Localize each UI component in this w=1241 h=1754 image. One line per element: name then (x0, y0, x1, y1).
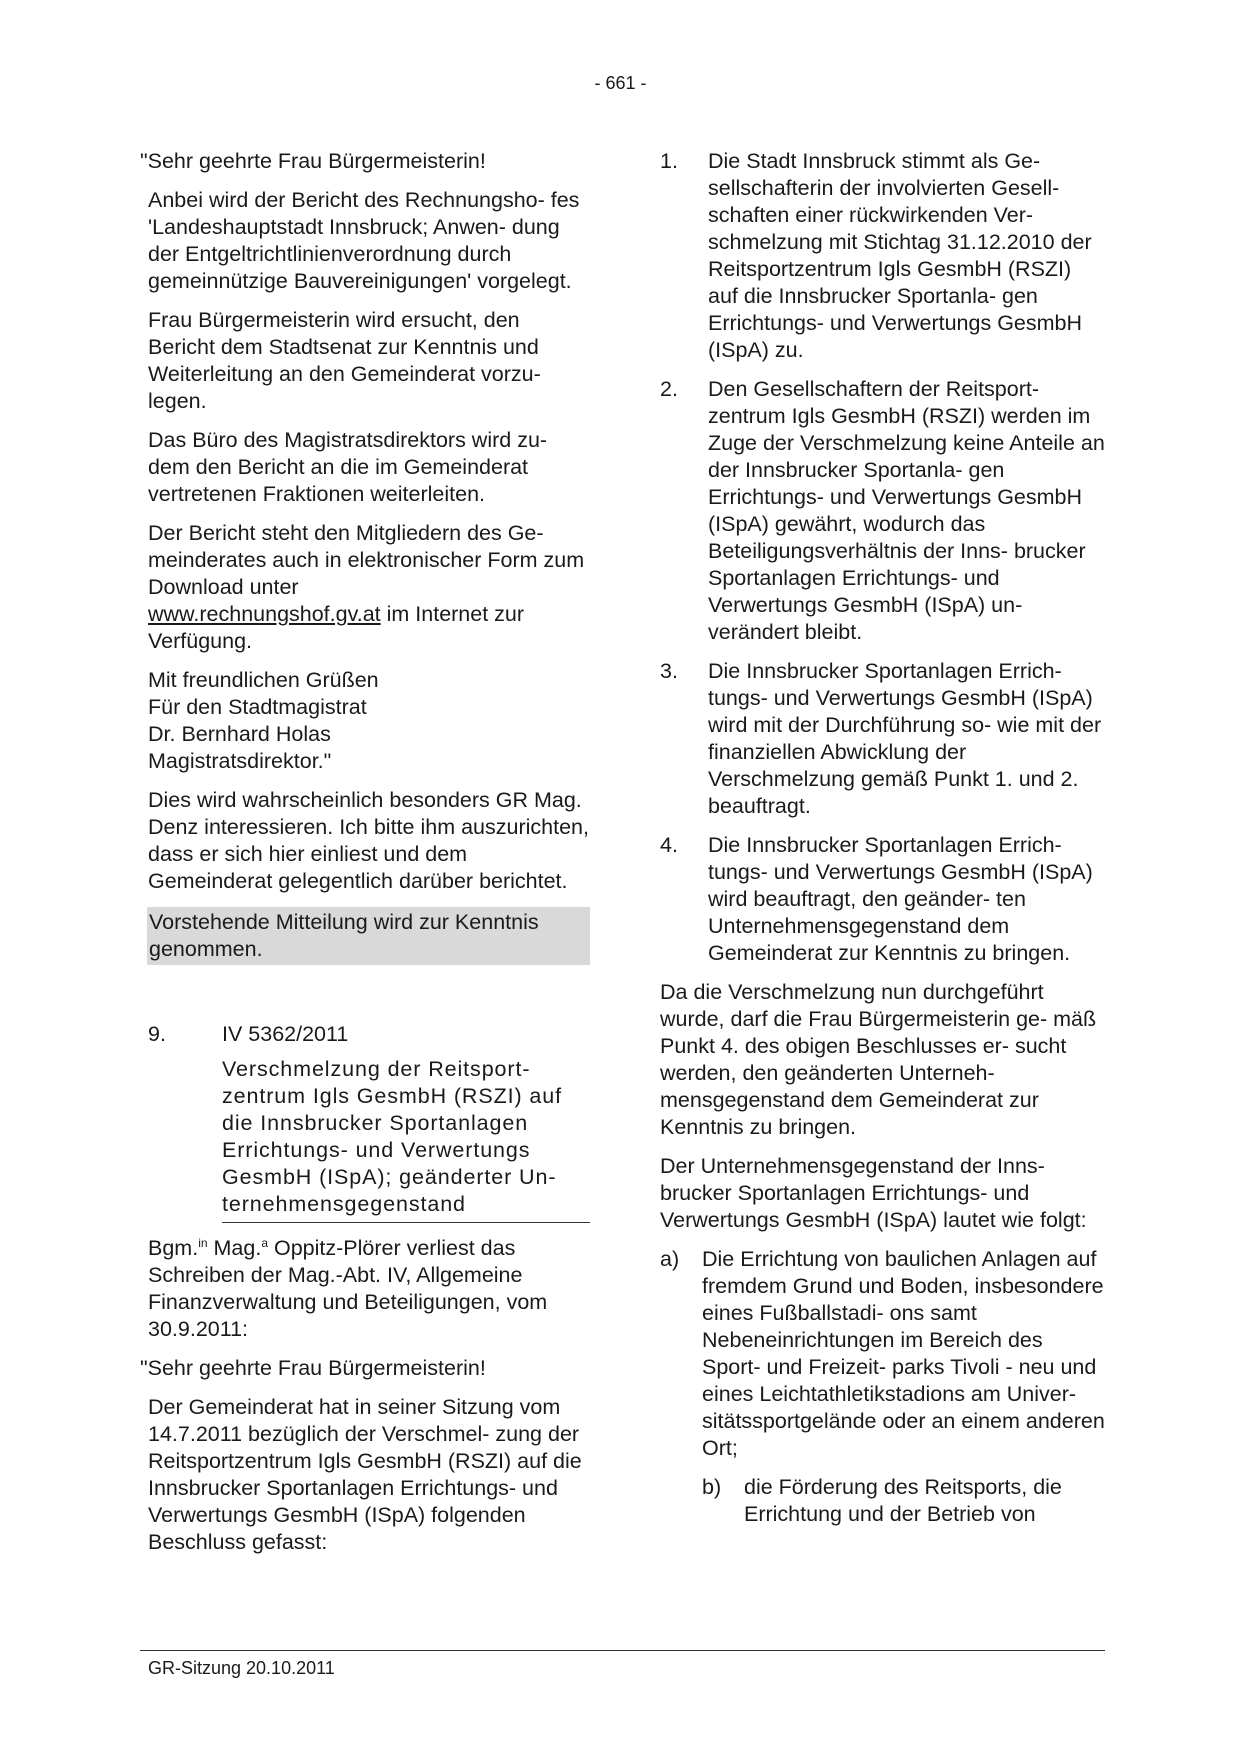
list-letter: a) (660, 1247, 680, 1271)
agenda-title (222, 1056, 590, 1223)
salutation: "Sehr geehrte Frau Bürgermeisterin! (140, 149, 486, 173)
superscript: a (261, 1235, 268, 1250)
list-text: Die Errichtung von baulichen Anlagen auf fremdem Grund und Boden, insbesondere eines Fußballstadi- ons samt Nebeneinrichtungen im Bereich des Sport- und Freizeit- parks Tivoli - neu und eines Leichtathletikstadions am Univer- sitätssportgelände oder an einem anderen Ort; (702, 1247, 1105, 1460)
list-item (660, 832, 1105, 967)
list-text: Die Stadt Innsbruck stimmt als Ge- sellschafterin der involvierten Gesell- schaften einer rückwirkenden Ver- schmelzung mit Stichtag 31.12.2010 der Reitsportzentrum Igls GesmbH (RSZI) auf die Innsbrucker Sportanla- gen Errichtungs- und Verwertungs GesmbH (ISpA) zu. (708, 149, 1092, 362)
agenda-title-line: die Innsbrucker Sportanlagen (222, 1111, 529, 1135)
purpose-list (660, 1246, 1105, 1528)
closing-line: Mit freundlichen Grüßen (148, 668, 379, 692)
list-number: 4. (660, 833, 678, 857)
page-number: - 661 - (594, 73, 647, 93)
decision-highlight: Vorstehende Mitteilung wird zur Kenntnis genommen. (147, 907, 590, 965)
list-text: Den Gesellschaftern der Reitsport- zentrum Igls GesmbH (RSZI) werden im Zuge der Verschmelzung keine Anteile an der Innsbrucker Sportanla- gen Errichtungs- und Verwertungs GesmbH (ISpA) gewährt, wodurch das Beteiligungsverhältnis der Inns- brucker Sportanlagen Errichtungs- und Verwertungs GesmbH (ISpA) un- verändert bleibt. (708, 377, 1105, 644)
list-item (660, 1246, 1105, 1462)
list-item (660, 148, 1105, 364)
paragraph: Der Unternehmensgegenstand der Inns- brucker Sportanlagen Errichtungs- und Verwertungs GesmbH (ISpA) lautet wie folgt: (660, 1154, 1087, 1232)
list-text: Die Innsbrucker Sportanlagen Errich- tungs- und Verwertungs GesmbH (ISpA) wird beauftragt, den geänder- ten Unternehmensgegenstand dem Gemeinderat zur Kenntnis zu bringen. (708, 833, 1093, 965)
superscript: in (198, 1235, 208, 1250)
list-item (660, 658, 1105, 820)
agenda-reference: IV 5362/2011 (222, 1022, 349, 1046)
closing-block (148, 667, 590, 775)
paragraph: Der Gemeinderat hat in seiner Sitzung vom 14.7.2011 bezüglich der Verschmel- zung der Reitsportzentrum Igls GesmbH (RSZI) auf die Innsbrucker Sportanlagen Errichtungs- und Verwertungs GesmbH (ISpA) folgenden Beschluss gefasst: (148, 1395, 582, 1554)
text: Bgm. (148, 1236, 199, 1260)
list-number: 3. (660, 659, 678, 683)
list-number: 2. (660, 377, 678, 401)
paragraph-text: im Internet zur Verfügung. (148, 602, 525, 653)
agenda-title-line: ternehmensgegenstand (222, 1192, 466, 1216)
closing-line: Dr. Bernhard Holas (148, 722, 331, 746)
agenda-number: 9. (148, 1022, 166, 1046)
agenda-title-line: Errichtungs- und Verwertungs (222, 1138, 531, 1162)
agenda-item (140, 1021, 590, 1223)
paragraph: Dies wird wahrscheinlich besonders GR Mag. Denz interessieren. Ich bitte ihm auszurichten, dass er sich hier einliest und dem Gemeinderat gelegentlich darüber berichtet. (148, 788, 589, 893)
text: Oppitz-Plörer verliest das Schreiben der Mag.-Abt. IV, Allgemeine Finanzverwaltung und Beteiligungen, vom 30.9.2011: (148, 1236, 548, 1341)
agenda-title-line: zentrum Igls GesmbH (RSZI) auf (222, 1084, 563, 1108)
salutation: "Sehr geehrte Frau Bürgermeisterin! (140, 1356, 486, 1380)
list-item (660, 376, 1105, 646)
list-text: die Förderung des Reitsports, die Errichtung und der Betrieb von (744, 1475, 1062, 1526)
paragraph-bgm (148, 1235, 590, 1343)
left-column (140, 148, 590, 1568)
paragraph-text: Der Bericht steht den Mitgliedern des Ge- meinderates auch in elektronischer Form zum Download unter (148, 521, 585, 599)
list-text: Die Innsbrucker Sportanlagen Errich- tungs- und Verwertungs GesmbH (ISpA) wird mit der Durchführung so- wie mit der finanziellen Abwicklung der Verschmelzung gemäß Punkt 1. und 2. beauftragt. (708, 659, 1102, 818)
paragraph-download (148, 520, 590, 655)
text: Mag. (207, 1236, 262, 1260)
agenda-title-line: Verschmelzung der Reitsport- (222, 1057, 531, 1081)
paragraph: Frau Bürgermeisterin wird ersucht, den Bericht dem Stadtsenat zur Kenntnis und Weiterleitung an den Gemeinderat vorzu- legen. (148, 308, 541, 413)
resolution-list (660, 148, 1105, 967)
footer: GR-Sitzung 20.10.2011 (148, 1658, 335, 1678)
footer-divider (140, 1650, 1105, 1651)
agenda-title-line: GesmbH (ISpA); geänderter Un- (222, 1165, 557, 1189)
paragraph: Das Büro des Magistratsdirektors wird zu- dem den Bericht an die im Gemeinderat vertretenen Fraktionen weiterleiten. (148, 428, 548, 506)
rechnungshof-link[interactable]: www.rechnungshof.gv.at (148, 602, 381, 626)
paragraph: Anbei wird der Bericht des Rechnungsho- fes 'Landeshauptstadt Innsbruck; Anwen- dung der Entgeltrichtlinienverordnung durch gemeinnützige Bauvereinigungen' vorgelegt. (148, 188, 580, 293)
paragraph: Da die Verschmelzung nun durchgeführt wurde, darf die Frau Bürgermeisterin ge- mäß Punkt 4. des obigen Beschlusses er- sucht werden, den geänderten Unterneh- mensgegenstand dem Gemeinderat zur Kenntnis zu bringen. (660, 980, 1097, 1139)
list-letter: b) (702, 1475, 722, 1499)
right-column (660, 148, 1105, 1540)
list-number: 1. (660, 149, 678, 173)
list-item (660, 1474, 1105, 1528)
closing-line: Magistratsdirektor." (148, 749, 332, 773)
closing-line: Für den Stadtmagistrat (148, 695, 367, 719)
